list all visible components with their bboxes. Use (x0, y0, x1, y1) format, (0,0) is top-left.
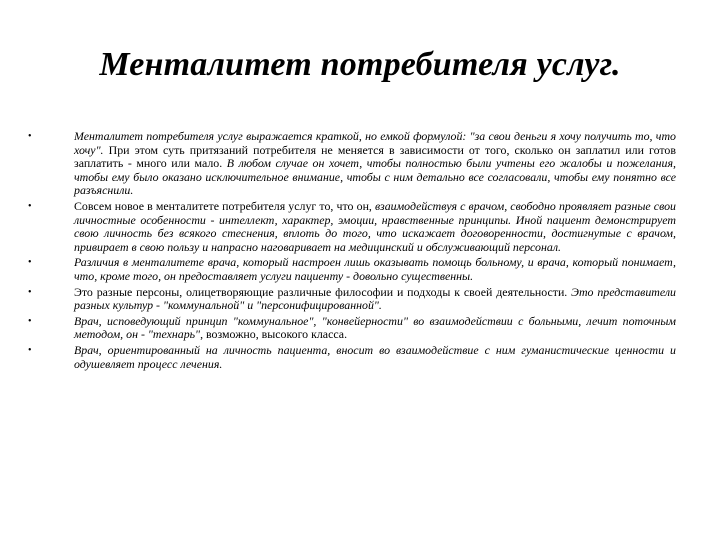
bullet-dot-icon: • (28, 131, 32, 142)
bullet-text-italic: Менталитет потребителя услуг выражается краткой, но емкой формулой: "за свои деньги я хочу получить то, что хочу". (74, 129, 676, 157)
bullet-item (28, 200, 676, 254)
bullet-dot-icon: • (28, 344, 32, 356)
bullet-item (28, 256, 676, 283)
bullet-text: Совсем новое в менталитете потребителя услуг то, что он, (74, 198, 376, 213)
bullet-text-italic: В любом случае он хочет, чтобы полностью были учтены его жалобы и пожелания, чтобы ему было оказано исключительное внимание, чтобы с ним детально все согласовали, чтобы ему понятно все разъяснили. (74, 156, 676, 198)
bullet-text-italic: Врач, исповедующий принцип "коммунальное", "конвейерности" во взаимодействии с больными, лечит поточным методом, он - "технарь" (74, 313, 676, 342)
bullet-list (28, 130, 676, 373)
bullet-item (28, 286, 676, 313)
bullet-text-italic: Это представители разных культур - "коммунальной" и "персонифицированной". (74, 284, 676, 313)
bullet-dot-icon: • (28, 257, 32, 269)
bullet-text-italic: взаимодействуя с врачом, свободно проявляет разные свои личностные особенности - интеллект, характер, эмоции, нравственные принципы. Иной пациент демонстрирует свою личность без всякого стеснения, вплоть до того, что искажает договоренности, достигнутые с врачом, привирает в свою пользу и напрасно наговаривает на медицинский и обслуживающий персонал. (74, 198, 676, 254)
bullet-text: , возможно, высокого класса. (200, 327, 348, 342)
bullet-item (28, 130, 676, 198)
bullet-dot-icon: • (28, 200, 32, 212)
slide-title: Менталитет потребителя услуг. (99, 46, 621, 83)
bullet-dot-icon: • (28, 286, 32, 298)
bullet-item (28, 315, 676, 342)
bullet-text: Это разные персоны, олицетворяющие различные философии и подходы к своей деятельности. (74, 284, 572, 299)
bullet-text: При этом суть притязаний потребителя не меняется в зависимости от того, сколько он заплатил или готов заплатить - много или мало. (74, 142, 676, 171)
bullet-dot-icon: • (28, 315, 32, 327)
bullet-text-italic: Врач, ориентированный на личность пациента, вносит во взаимодействие с ним гуманистические ценности и одушевляет процесс лечения. (74, 342, 676, 371)
bullet-item (28, 344, 676, 371)
bullet-text-italic: Различия в менталитете врача, который настроен лишь оказывать помощь больному, и врача, который понимает, что, кроме того, он предоставляет услуги пациенту - довольно существенны. (74, 255, 676, 283)
